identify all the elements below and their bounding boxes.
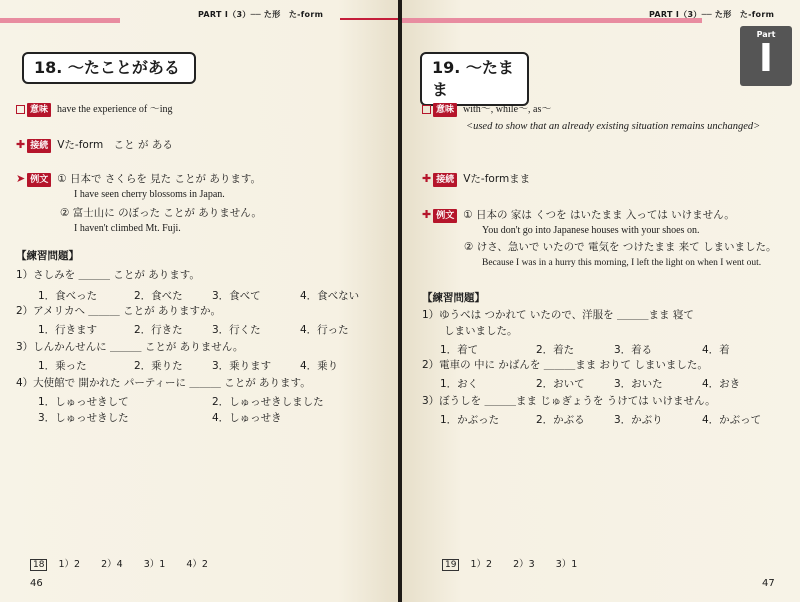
q4-option-3: 3．しゅっせきした [38,412,129,424]
answer-3: 3）1 [555,559,578,570]
q1-option-2: 2．着た [536,344,575,356]
meaning-label: 意味 [433,103,457,117]
q3-option-1: 1．かぶった [440,414,500,426]
plus-icon: ✚ [16,138,26,151]
question-2: 2）アメリカへ ＿＿＿ ことが ありますか。 [16,305,221,317]
q2-option-2: 2．行きた [134,324,183,336]
answer-4: 4）2 [186,559,208,570]
q2-option-4: 4．おき [702,378,741,390]
connection-row [422,172,530,187]
meaning-row [16,102,173,117]
connection-text: Vた-form こと が ある [57,139,173,151]
question-1: 1）ゆうべは つかれて いたので、洋服を ＿＿＿まま 寝て [422,309,694,321]
q3-option-2: 2．かぶる [536,414,585,426]
q2-option-2: 2．おいて [536,378,585,390]
example-label: 例文 [433,209,457,223]
q1-option-1: 1．食べった [38,290,98,302]
q2-option-4: 4．行った [300,324,349,336]
q3-option-1: 1．乗った [38,360,87,372]
example-label: 例文 [27,173,51,187]
q3-option-2: 2．乗りた [134,360,183,372]
square-icon [16,105,25,114]
answer-3: 3）1 [143,559,166,570]
answer-key [442,556,577,571]
answer-key [30,556,208,571]
example-2-en: Because I was in a hurry this morning, I left the light on when I went out. [482,258,762,268]
q2-option-3: 3．おいた [614,378,663,390]
page-header: PART Ⅰ（3）── た形 た-form [198,10,324,19]
page-number: 46 [30,578,43,589]
question-3: 3）しんかんせんに ＿＿＿ ことが ありません。 [16,341,244,353]
part-tab-numeral: Ⅰ [758,36,774,80]
example-2-jp: ② 富士山に のぼった ことが ありません。 [60,207,262,219]
practice-title: 【練習問題】 [422,292,485,304]
q1-option-3: 3．着る [614,344,653,356]
meaning-note: <used to show that an already existing situation remains unchanged> [466,121,761,132]
example-1-jp: ① 日本の 家は くつを はいたまま 入っては いけません。 [463,209,735,221]
q1-option-4: 4．着 [702,344,730,356]
example-2-en: I haven't climbed Mt. Fuji. [74,223,181,234]
right-page [402,0,800,602]
meaning-label: 意味 [27,103,51,117]
connection-label: 接続 [27,139,51,153]
q1-option-1: 1．着て [440,344,479,356]
example-1-jp: ① 日本で さくらを 見た ことが あります。 [57,173,261,185]
answer-2: 2）3 [513,559,535,570]
meaning-text: with～, while～, as～ [463,104,552,115]
arrow-icon: ➤ [16,172,26,185]
part-tab-label: Part [756,30,776,39]
answer-2: 2）4 [101,559,123,570]
answer-key-number: 19 [442,559,459,571]
pink-header-bar [0,18,120,23]
question-1-continued: しまいました。 [444,325,518,337]
example-1-en: You don't go into Japanese houses with your shoes on. [482,225,700,236]
answer-1: 1）2 [470,559,493,570]
section-title: 19. ～たまま [420,52,529,106]
q3-option-4: 4．乗り [300,360,339,372]
q3-option-4: 4．かぶって [702,414,762,426]
q2-option-1: 1．おく [440,378,479,390]
square-icon [422,105,431,114]
q3-option-3: 3．かぶり [614,414,663,426]
plus-icon: ✚ [422,172,432,185]
q1-option-4: 4．食べない [300,290,360,302]
meaning-text: have the experience of ～ing [57,104,173,115]
q4-option-1: 1．しゅっせきして [38,396,129,408]
section-title: 18. ～たことがある [22,52,196,84]
q1-option-2: 2．食べた [134,290,183,302]
page-number: 47 [762,578,775,589]
practice-title: 【練習問題】 [16,250,79,262]
question-3: 3）ぼうしを ＿＿＿まま じゅぎょうを うけては いけません。 [422,395,716,407]
q4-option-2: 2．しゅっせきしました [212,396,324,408]
meaning-row [422,102,551,117]
plus-icon: ✚ [422,208,432,221]
q4-option-4: 4．しゅっせき [212,412,282,424]
page-header: PART Ⅰ（3）── た形 た-form [649,10,775,19]
q3-option-3: 3．乗ります [212,360,272,372]
question-2: 2）電車の 中に かばんを ＿＿＿まま おりて しまいました。 [422,359,708,371]
header-rule [340,18,398,20]
q2-option-1: 1．行きます [38,324,98,336]
connection-label: 接続 [433,173,457,187]
connection-row [16,138,173,153]
q2-option-3: 3．行くた [212,324,261,336]
example-1-en: I have seen cherry blossoms in Japan. [74,189,225,200]
question-1: 1）さしみを ＿＿＿ ことが あります。 [16,269,200,281]
connection-text: Vた-formまま [463,173,531,185]
example-row [422,208,735,223]
answer-key-number: 18 [30,559,47,571]
question-4: 4）大使館で 開かれた パーティーに ＿＿＿ ことが あります。 [16,377,311,389]
left-page [0,0,398,602]
q1-option-3: 3．食べて [212,290,261,302]
answer-1: 1）2 [58,559,81,570]
part-tab [740,26,792,86]
example-row [16,172,261,187]
example-2-jp: ② けさ、急いで いたので 電気を つけたまま 来て しまいました。 [464,241,777,253]
